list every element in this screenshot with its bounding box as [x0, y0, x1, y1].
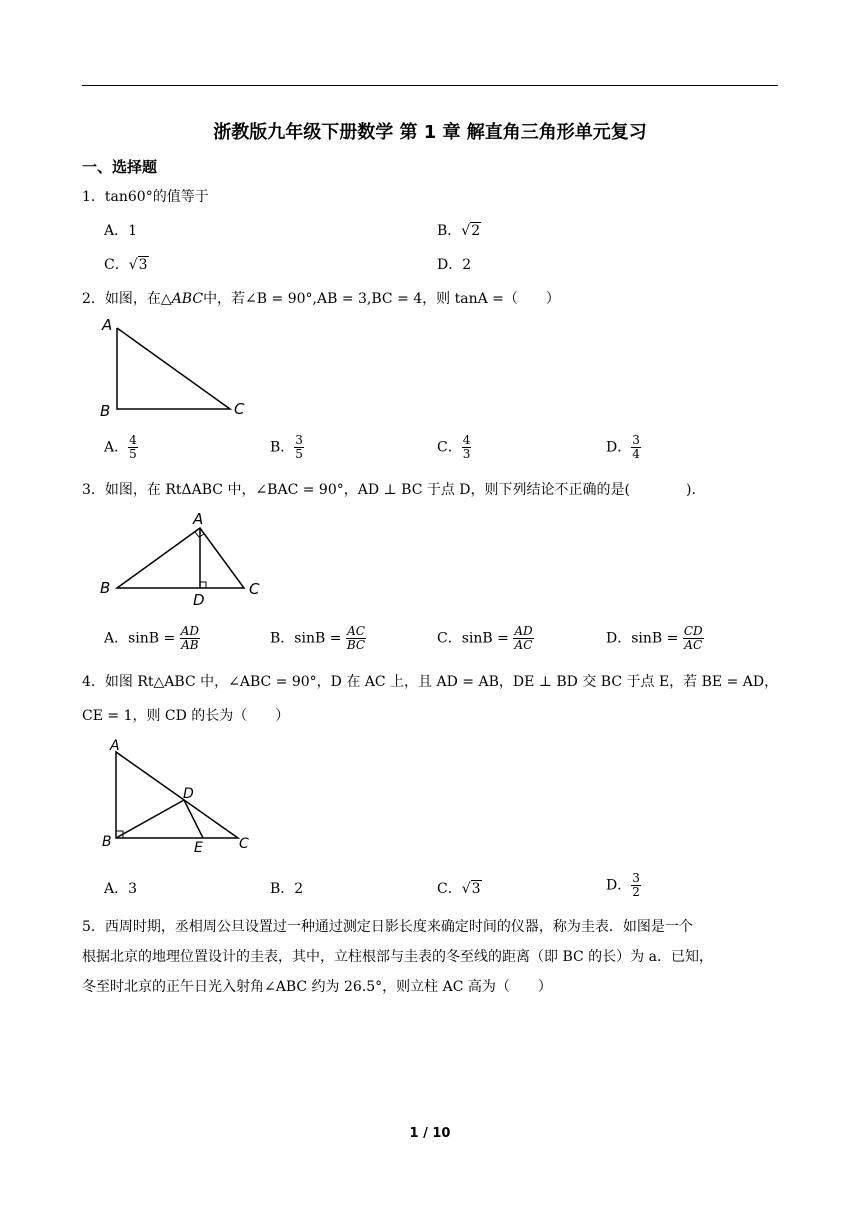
section-heading: 一、选择题 [82, 158, 158, 176]
q4-label-b: B [102, 834, 112, 850]
q4-option-a: A．3 [104, 881, 138, 897]
q3-label-d: D [193, 591, 205, 609]
q3-option-d: D．sinB = $\frac{CD}{AC}$ [606, 624, 703, 652]
q2-stem: 2．如图，在△ABC中，若∠B = 90°,AB = 3,BC = 4，则 tanA =（ ） [82, 291, 560, 307]
q5-stem [82, 912, 778, 1002]
q1-option-a: A．1 [104, 223, 138, 239]
q3-stem: 3．如图，在 RtΔABC 中，∠BAC = 90°，AD ⊥ BC 于点 D，则下列结论不正确的是( ). [82, 482, 696, 498]
q2-label-b: B [100, 402, 111, 420]
page-title: 浙教版九年级下册数学 第 1 章 解直角三角形单元复习 [213, 122, 647, 143]
q2-option-a: A． $\frac{4}{5}$ [104, 433, 137, 461]
q4-triangle-figure [96, 734, 266, 858]
q1-option-b: B．√2 [437, 223, 481, 239]
q3-option-b: B．sinB = $\frac{AC}{BC}$ [270, 624, 366, 652]
q3-option-c: C．sinB = $\frac{AD}{AC}$ [437, 624, 533, 652]
q2-option-c: C． $\frac{4}{3}$ [437, 433, 471, 461]
header-rule [82, 85, 778, 86]
q1-stem: 1．tan60°的值等于 [82, 189, 209, 205]
q4-option-d: D． $\frac{3}{2}$ [606, 871, 640, 899]
q4-label-d: D [183, 786, 194, 802]
q3-option-a: A．sinB = $\frac{AD}{AB}$ [104, 624, 200, 652]
q5-line1: 5．西周时期，丞相周公旦设置过一种通过测定日影长度来确定时间的仪器，称为圭表．如图是一个 [82, 919, 693, 935]
q3-label-c: C [249, 580, 260, 598]
q2-label-a: A [102, 316, 113, 334]
q4-option-c: C．√3 [437, 881, 481, 897]
q4-label-a: A [110, 738, 120, 754]
q3-triangle-figure [96, 506, 276, 610]
q2-option-b: B． $\frac{3}{5}$ [270, 433, 303, 461]
q3-label-a: A [193, 510, 204, 528]
q4-stem-line1: 4．如图 Rt△ABC 中，∠ABC = 90°，D 在 AC 上，且 AD = AB，DE ⊥ BD 交 BC 于点 E，若 BE = AD， [82, 674, 779, 690]
page-number: 1 / 10 [409, 1126, 451, 1141]
q3-label-b: B [100, 579, 111, 597]
q4-label-c: C [239, 836, 249, 852]
q1-option-d: D．2 [437, 257, 472, 273]
q4-option-b: B．2 [270, 881, 304, 897]
q1-option-c: C．√3 [104, 257, 148, 273]
q2-label-c: C [234, 400, 245, 418]
q4-label-e: E [194, 840, 203, 856]
q4-stem-line2: CE = 1，则 CD 的长为（ ） [82, 708, 290, 724]
q5-line3: 冬至时北京的正午日光入射角∠ABC 约为 26.5°，则立柱 AC 高为（ ） [82, 979, 552, 995]
q2-triangle-figure [96, 312, 256, 422]
q5-line2: 根据北京的地理位置设计的圭表，其中，立柱根部与圭表的冬至线的距离（即 BC 的长）为 a．已知， [82, 949, 713, 965]
q2-option-d: D． $\frac{3}{4}$ [606, 433, 640, 461]
